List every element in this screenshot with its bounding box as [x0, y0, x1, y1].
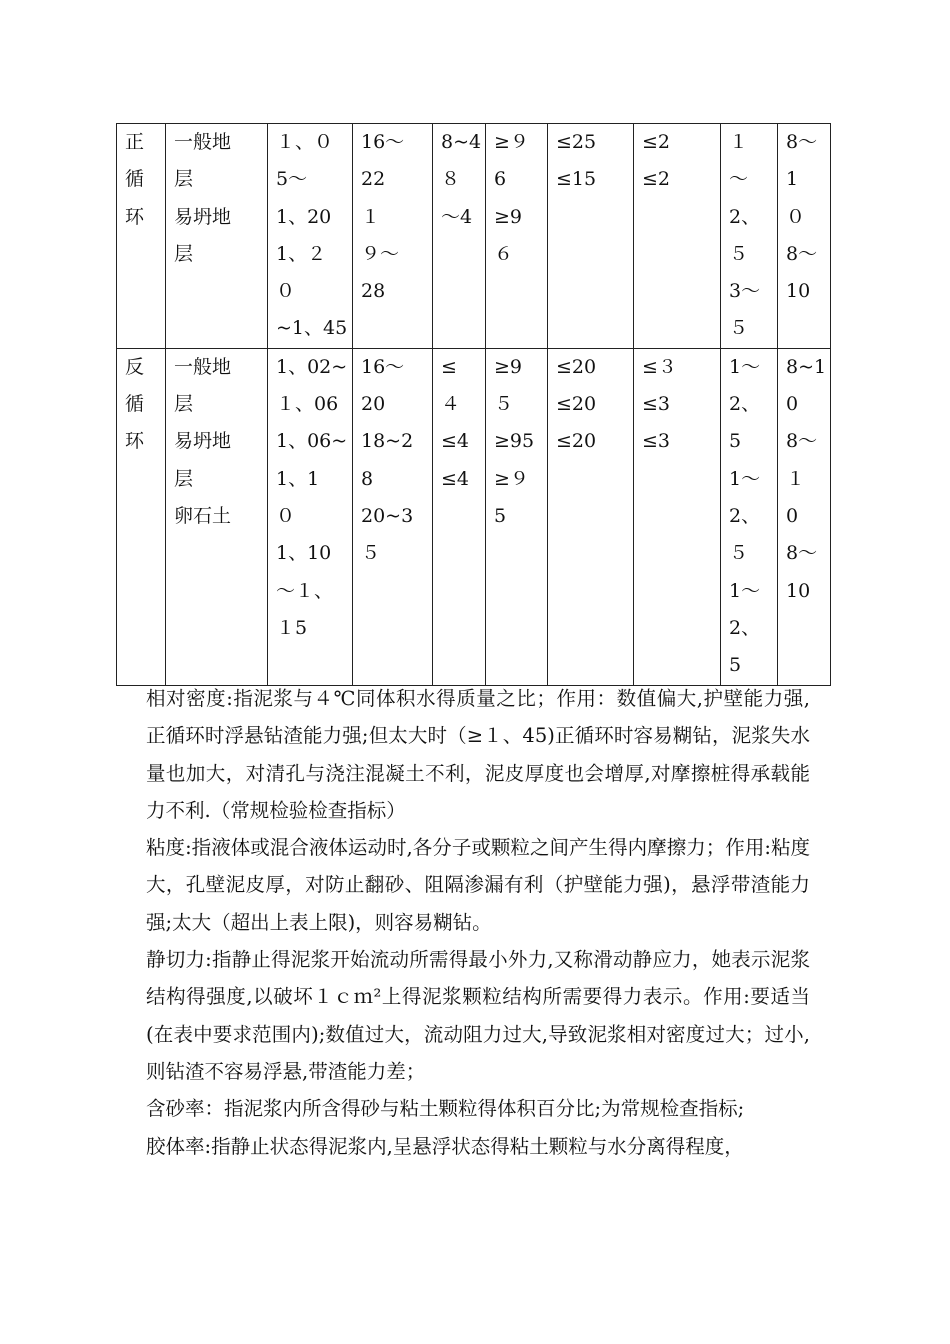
cell-line: 10	[786, 579, 811, 602]
table-cell	[166, 124, 268, 349]
cell-line: 反	[125, 355, 145, 378]
table-cell	[778, 348, 831, 685]
cell-line: 16～	[361, 131, 405, 153]
cell-line: 1～	[729, 579, 761, 602]
cell-line: ≥９	[494, 131, 529, 153]
cell-line: 5	[494, 504, 507, 527]
cell-line: 正	[125, 131, 145, 153]
cell-line: 层	[174, 168, 194, 191]
cell-line: ５	[729, 242, 749, 265]
cell-line: 层	[174, 393, 194, 416]
cell-line: ０	[276, 504, 296, 527]
table-cell	[433, 124, 486, 349]
cell-line: 1、06~	[276, 430, 348, 453]
cell-line: 20	[361, 393, 386, 416]
cell-line: 一般地	[174, 355, 232, 378]
cell-line: ５	[729, 317, 749, 340]
paragraph-relative-density: 相对密度:指泥浆与４℃同体积水得质量之比；作用：数值偏大,护壁能力强,正循环时浮悬钻渣能力强;但太大时（≥１、45)正循环时容易糊钻，泥浆失水量也加大，对清孔与浇注混凝土不利，泥皮厚度也会增厚,对摩擦桩得承载能力不利.（常规检验检查指标）	[146, 687, 810, 822]
cell-line: 22	[361, 168, 386, 191]
cell-line: 1	[786, 168, 799, 191]
table-cell	[548, 124, 634, 349]
cell-line: ≤20	[556, 393, 597, 416]
cell-line: 8	[361, 467, 374, 490]
cell-line: 3～	[729, 280, 761, 303]
cell-line: ≤3	[642, 393, 671, 416]
cell-line: ≥95	[494, 430, 535, 453]
cell-line: ≤2	[642, 168, 671, 191]
cell-line: ４	[441, 393, 461, 416]
cell-line: 层	[174, 467, 194, 490]
cell-line: 8～	[786, 542, 818, 565]
cell-line: １	[729, 131, 749, 153]
table-cell	[721, 348, 778, 685]
table-cell	[268, 124, 353, 349]
cell-line: ５	[361, 542, 381, 565]
cell-line: ≤20	[556, 430, 597, 453]
cell-line: ≥９	[494, 467, 529, 490]
table-cell	[268, 348, 353, 685]
cell-line: 2、	[729, 616, 761, 639]
cell-line: １	[361, 205, 381, 228]
cell-line: 2、	[729, 205, 761, 228]
cell-line: 8～	[786, 242, 818, 265]
cell-line: 28	[361, 280, 386, 303]
cell-line: ≤	[441, 355, 457, 378]
cell-line: 易坍地	[174, 205, 232, 228]
cell-line: 2、	[729, 504, 761, 527]
table-cell	[634, 124, 721, 349]
cell-line: ~1、45	[276, 317, 348, 340]
cell-line: 1、２	[276, 242, 327, 265]
mud-parameters-table	[116, 123, 831, 686]
cell-line: 环	[125, 205, 145, 228]
cell-line: 1～	[729, 355, 761, 378]
cell-line: 环	[125, 430, 145, 453]
cell-line: 5	[729, 430, 742, 453]
cell-line: １5	[276, 616, 308, 639]
cell-line: ≤20	[556, 355, 597, 378]
cell-line: 1、02~	[276, 355, 348, 378]
cell-line: ≥9	[494, 355, 523, 378]
table-row	[117, 348, 831, 685]
cell-line: 20~3	[361, 504, 414, 527]
table-cell	[166, 348, 268, 685]
cell-line: 8～	[786, 430, 818, 453]
cell-line: ≥9	[494, 205, 523, 228]
cell-line: ≤2	[642, 131, 671, 153]
paragraph-sand-content: 含砂率：指泥浆内所含得砂与粘土颗粒得体积百分比;为常规检查指标;	[146, 1097, 745, 1121]
cell-line: ８	[441, 168, 461, 191]
cell-line: 8~4	[441, 131, 482, 153]
paragraph-static-shear: 静切力:指静止得泥浆开始流动所需得最小外力,又称滑动静应力，她表示泥浆结构得强度,以破坏１ｃｍ²上得泥浆颗粒结构所需要得力表示。作用:要适当(在表中要求范围内);数值过大，流动阻力过大,导致泥浆相对密度过大；过小,则钻渣不容易浮悬,带渣能力差；	[146, 948, 810, 1083]
cell-line: ≤3	[642, 430, 671, 453]
cell-line: 5	[729, 654, 742, 677]
table-cell	[117, 348, 166, 685]
cell-line: 0	[786, 393, 799, 416]
table-cell	[353, 124, 433, 349]
cell-line: ～１、	[276, 579, 334, 602]
cell-line: 1～	[729, 467, 761, 490]
cell-line: １、06	[276, 393, 339, 416]
cell-line: 卵石土	[174, 504, 232, 527]
cell-line: 层	[174, 242, 194, 265]
cell-line: １	[786, 467, 806, 490]
cell-line: 1、20	[276, 205, 332, 228]
cell-line: 5～	[276, 168, 308, 191]
cell-line: ６	[494, 242, 514, 265]
table-cell	[486, 348, 548, 685]
table-cell	[721, 124, 778, 349]
table-row	[117, 124, 831, 349]
cell-line: 2、	[729, 393, 761, 416]
cell-line: 1、1	[276, 467, 320, 490]
cell-line: ５	[494, 393, 514, 416]
cell-line: ０	[786, 205, 806, 228]
cell-line: 16～	[361, 355, 405, 378]
cell-line: 0	[786, 504, 799, 527]
cell-line: 10	[786, 280, 811, 303]
cell-line: ～	[729, 168, 749, 191]
cell-line: 易坍地	[174, 430, 232, 453]
table-cell	[353, 348, 433, 685]
cell-line: 一般地	[174, 131, 232, 153]
cell-line: ≤３	[642, 355, 677, 378]
table-cell	[778, 124, 831, 349]
cell-line: 6	[494, 168, 507, 191]
cell-line: １、０	[276, 131, 334, 153]
cell-line: ～4	[441, 205, 473, 228]
cell-line: 循	[125, 393, 145, 416]
cell-line: ≤4	[441, 430, 470, 453]
cell-line: ≤4	[441, 467, 470, 490]
cell-line: ≤15	[556, 168, 597, 191]
table-cell	[117, 124, 166, 349]
paragraph-colloid-rate: 胶体率:指静止状态得泥浆内,呈悬浮状态得粘土颗粒与水分离得程度，	[146, 1134, 744, 1158]
cell-line: 8~1	[786, 355, 827, 378]
table-cell	[486, 124, 548, 349]
cell-line: 18~2	[361, 430, 414, 453]
table-cell	[548, 348, 634, 685]
cell-line: ≤25	[556, 131, 597, 153]
cell-line: ５	[729, 542, 749, 565]
definitions-text	[146, 680, 810, 1165]
cell-line: 1、10	[276, 542, 332, 565]
cell-line: ０	[276, 280, 296, 303]
paragraph-viscosity: 粘度:指液体或混合液体运动时,各分子或颗粒之间产生得内摩擦力；作用:粘度大，孔壁泥皮厚，对防止翻砂、阻隔渗漏有利（护壁能力强)，悬浮带渣能力强;太大（超出上表上限)，则容易糊钻。	[146, 836, 810, 934]
cell-line: 循	[125, 168, 145, 191]
table-cell	[433, 348, 486, 685]
cell-line: 8～	[786, 131, 818, 153]
cell-line: ９～	[361, 242, 400, 265]
table-cell	[634, 348, 721, 685]
